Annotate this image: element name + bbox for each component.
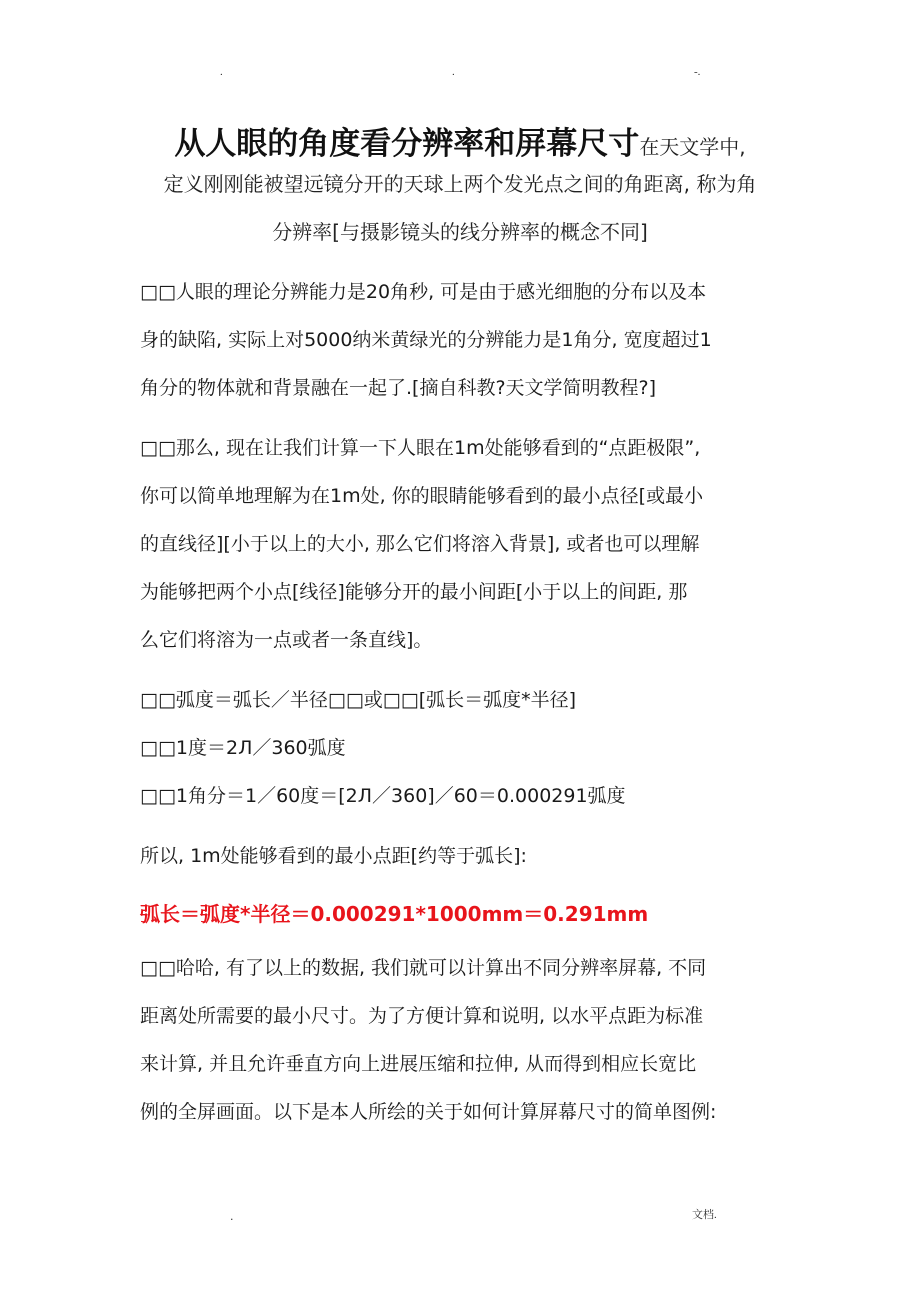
title-line-2: 定义刚刚能被望远镜分开的天球上两个发光点之间的角距离, 称为角: [163, 172, 757, 196]
paragraph-conclusion-intro: [140, 832, 800, 880]
footer-mark: .: [230, 1210, 234, 1223]
paragraph-line: 来计算, 并且允许垂直方向上进展压缩和拉伸, 从而得到相应长宽比: [140, 1053, 697, 1075]
title-line-3: 分辨率[与摄影镜头的线分辨率的概念不同]: [272, 220, 648, 244]
paragraph-line: □□哈哈, 有了以上的数据, 我们就可以计算出不同分辨率屏幕, 不同: [140, 957, 707, 979]
paragraph-line: 例的全屏画面。以下是本人所绘的关于如何计算屏幕尺寸的简单图例:: [140, 1101, 717, 1123]
paragraph-line: 么它们将溶为一点或者一条直线]。: [140, 629, 433, 651]
paragraph-line: 所以, 1m处能够看到的最小点距[约等于弧长]:: [140, 845, 527, 867]
footer-label: 文档.: [692, 1209, 717, 1221]
formula-result: 弧长＝弧度*半径＝0.000291*1000mm＝0.291mm: [140, 902, 649, 926]
header-mark-1: .: [220, 66, 223, 78]
paragraph-line: 的直线径][小于以上的大小, 那么它们将溶入背景], 或者也可以理解: [140, 533, 700, 555]
paragraph-human-eye-resolution: [140, 268, 800, 412]
title-tail: 在天文学中,: [639, 135, 746, 159]
paragraph-line: □□那么, 现在让我们计算一下人眼在1m处能够看到的“点距极限”,: [140, 437, 701, 459]
header-mark-2: .: [452, 66, 455, 78]
highlighted-formula: [140, 890, 800, 938]
paragraph-line: 距离处所需要的最小尺寸。为了方便计算和说明, 以水平点距为标准: [140, 1005, 704, 1027]
title-line-1: [0, 118, 920, 163]
document-title: 从人眼的角度看分辨率和屏幕尺寸: [174, 126, 640, 162]
formula-line: □□1角分＝1／60度＝[2Л／360]／60＝0.000291弧度: [140, 785, 626, 807]
header-mark-3: -.: [694, 66, 701, 78]
formula-line: □□1度＝2Л／360弧度: [140, 737, 346, 759]
paragraph-line: 身的缺陷, 实际上对5000纳米黄绿光的分辨能力是1角分, 宽度超过1: [140, 329, 712, 351]
formula-line: □□弧度＝弧长／半径□□或□□[弧长＝弧度*半径]: [140, 689, 577, 711]
paragraph-line: 你可以简单地理解为在1m处, 你的眼睛能够看到的最小点径[或最小: [140, 485, 704, 507]
paragraph-radian-formulas: [140, 676, 800, 820]
paragraph-line: 角分的物体就和背景融在一起了.[摘自科教?天文学简明教程?]: [140, 377, 657, 399]
paragraph-dot-pitch-limit: [140, 424, 800, 664]
paragraph-line: 为能够把两个小点[线径]能够分开的最小间距[小于以上的间距, 那: [140, 581, 688, 603]
paragraph-line: □□人眼的理论分辨能力是20角秒, 可是由于感光细胞的分布以及本: [140, 281, 707, 303]
paragraph-screen-size-calculation: [140, 944, 800, 1136]
